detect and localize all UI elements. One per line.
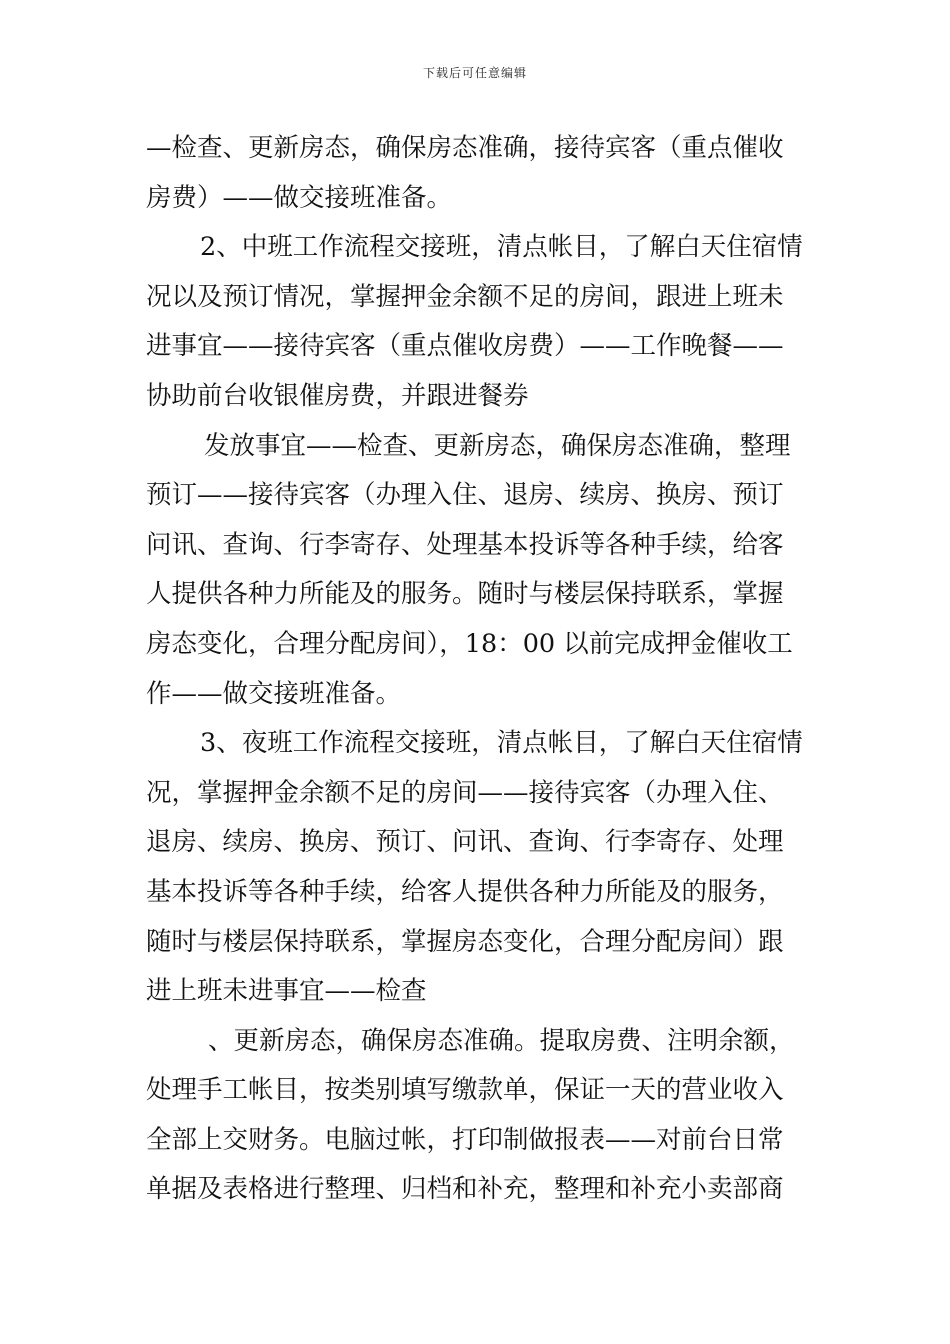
text-line: 协助前台收银催房费，并跟进餐券 — [146, 380, 529, 411]
text-line: —检查、更新房态，确保房态准确，接待宾客（重点催收 — [146, 133, 784, 163]
text-line: 退房、续房、换房、预订、问讯、查询、行李寄存、处理 — [146, 827, 784, 858]
text-line: 单据及表格进行整理、归档和补充，整理和补充小卖部商 — [146, 1174, 784, 1205]
paragraph-line: 3、夜班工作流程交接班，清点帐目，了解白天住宿情 — [200, 728, 803, 759]
text-line: 基本投诉等各种手续，给客人提供各种力所能及的服务， — [146, 876, 784, 907]
text-line: 房费）——做交接班准备。 — [146, 182, 453, 213]
document-body — [146, 124, 814, 1215]
paragraph-line: 2、中班工作流程交接班，清点帐目，了解白天住宿情 — [200, 232, 803, 263]
text-line: 况以及预订情况，掌握押金余额不足的房间，跟进上班未 — [146, 281, 784, 312]
text-line: 房态变化，合理分配房间），18：00 以前完成押金催收工 — [146, 628, 793, 659]
text-line: 人提供各种力所能及的服务。随时与楼层保持联系，掌握 — [146, 579, 784, 610]
paragraph-line: 发放事宜——检查、更新房态，确保房态准确，整理 — [204, 430, 791, 461]
text-line: 预订——接待宾客（办理入住、退房、续房、换房、预订 — [146, 480, 784, 511]
text-line: 作——做交接班准备。 — [146, 678, 402, 709]
text-line: 随时与楼层保持联系，掌握房态变化，合理分配房间）跟 — [146, 926, 784, 957]
text-line: 况，掌握押金余额不足的房间——接待宾客（办理入住、 — [146, 777, 784, 808]
paragraph-line: 、更新房态，确保房态准确。提取房费、注明余额， — [208, 1025, 795, 1056]
text-line: 进上班未进事宜——检查 — [146, 976, 427, 1007]
text-line: 问讯、查询、行李寄存、处理基本投诉等各种手续，给客 — [146, 529, 784, 560]
text-line: 处理手工帐目，按类别填写缴款单，保证一天的营业收入 — [146, 1075, 784, 1106]
text-line: 进事宜——接待宾客（重点催收房费）——工作晚餐—— — [146, 331, 784, 362]
page-header-note: 下载后可任意编辑 — [422, 66, 527, 80]
text-line: 全部上交财务。电脑过帐，打印制做报表——对前台日常 — [146, 1124, 784, 1155]
